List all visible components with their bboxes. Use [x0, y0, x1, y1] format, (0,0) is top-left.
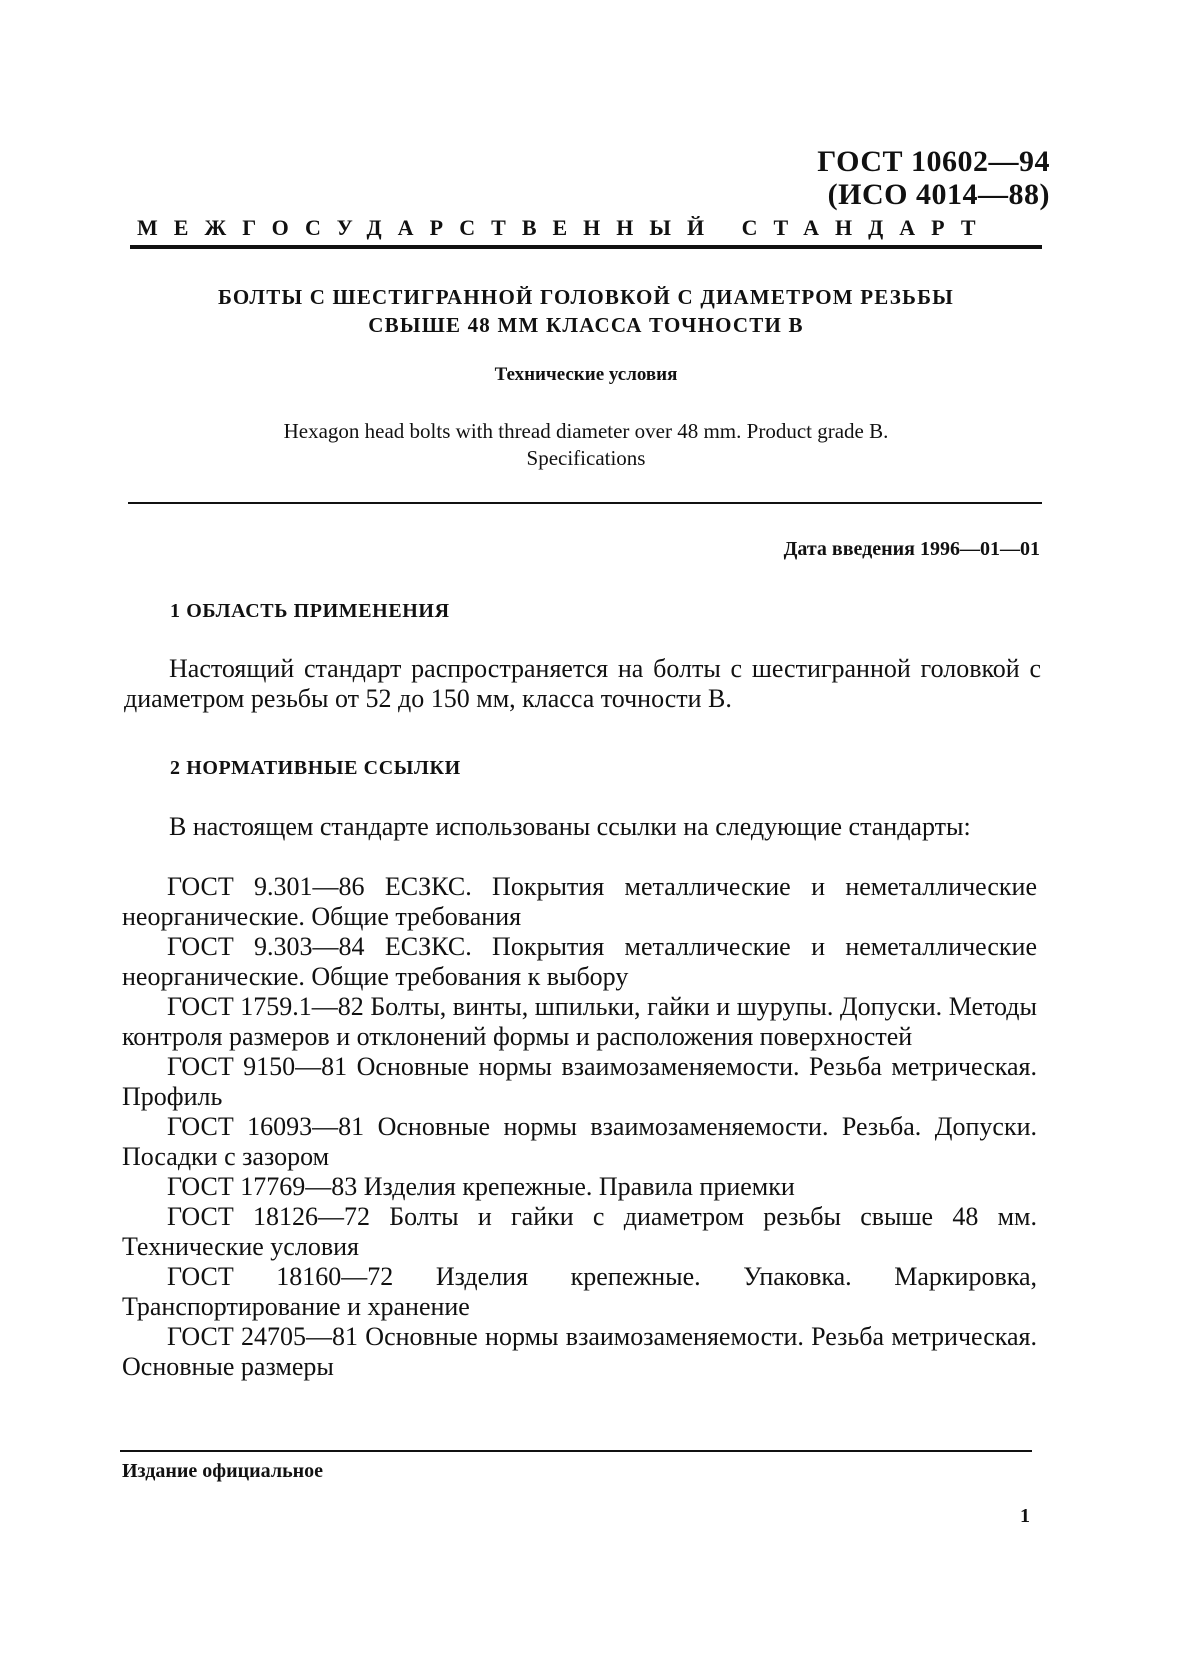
- standard-type-heading: МЕЖГОСУДАРСТВЕННЫЙ СТАНДАРТ: [137, 215, 992, 240]
- standard-code: [817, 145, 1050, 211]
- references-intro-paragraph: [124, 812, 1041, 842]
- title-line-1: БОЛТЫ С ШЕСТИГРАННОЙ ГОЛОВКОЙ С ДИАМЕТРОМ РЕЗЬБЫ: [217, 285, 954, 309]
- reference-item: ГОСТ 17769—83 Изделия крепежные. Правила приемки: [167, 1172, 795, 1201]
- document-title: [130, 283, 1042, 339]
- reference-item: ГОСТ 24705—81 Основные нормы взаимозаменяемости. Резьба метрическая. Основные размеры: [122, 1322, 1037, 1381]
- title-divider: [128, 502, 1042, 504]
- standard-code-iso: (ИСО 4014—88): [827, 178, 1050, 211]
- document-subtitle: Технические условия: [494, 364, 678, 385]
- scope-paragraph: [124, 654, 1041, 714]
- references-list: [122, 872, 1037, 1382]
- english-title-line-2: Specifications: [526, 446, 646, 470]
- reference-item: ГОСТ 9150—81 Основные нормы взаимозаменяемости. Резьба метрическая. Профиль: [122, 1052, 1037, 1111]
- edition-note: Издание официальное: [122, 1460, 324, 1482]
- reference-item: ГОСТ 9.301—86 ЕСЗКС. Покрытия металлические и неметаллические неорганические. Общие требования: [122, 872, 1037, 931]
- section-heading-references: 2 НОРМАТИВНЫЕ ССЫЛКИ: [170, 757, 461, 779]
- introduction-date: Дата введения 1996—01—01: [783, 538, 1040, 560]
- reference-item: ГОСТ 1759.1—82 Болты, винты, шпильки, гайки и шурупы. Допуски. Методы контроля размеров и отклонений формы и расположения поверхностей: [122, 992, 1037, 1051]
- header-divider: [130, 245, 1042, 249]
- reference-item: ГОСТ 18126—72 Болты и гайки с диаметром резьбы свыше 48 мм. Технические условия: [122, 1202, 1037, 1261]
- references-intro: В настоящем стандарте использованы ссылки на следующие стандарты:: [169, 812, 971, 841]
- reference-item: ГОСТ 9.303—84 ЕСЗКС. Покрытия металлические и неметаллические неорганические. Общие требования к выбору: [122, 932, 1037, 991]
- reference-item: ГОСТ 18160—72 Изделия крепежные. Упаковка. Маркировка, Транспортирование и хранение: [122, 1262, 1037, 1321]
- scope-text: Настоящий стандарт распространяется на болты с шестигранной головкой с диаметром резьбы от 52 до 150 мм, класса точности В.: [124, 654, 1041, 713]
- page-number: 1: [1020, 1505, 1030, 1527]
- title-line-2: СВЫШЕ 48 ММ КЛАССА ТОЧНОСТИ В: [368, 313, 804, 337]
- english-title-line-1: Hexagon head bolts with thread diameter over 48 mm. Product grade B.: [283, 419, 889, 443]
- section-heading-scope: 1 ОБЛАСТЬ ПРИМЕНЕНИЯ: [170, 600, 450, 622]
- footer-divider: [120, 1450, 1032, 1452]
- english-title: [130, 418, 1042, 472]
- reference-item: ГОСТ 16093—81 Основные нормы взаимозаменяемости. Резьба. Допуски. Посадки с зазором: [122, 1112, 1037, 1171]
- standard-code-gost: ГОСТ 10602—94: [817, 145, 1050, 178]
